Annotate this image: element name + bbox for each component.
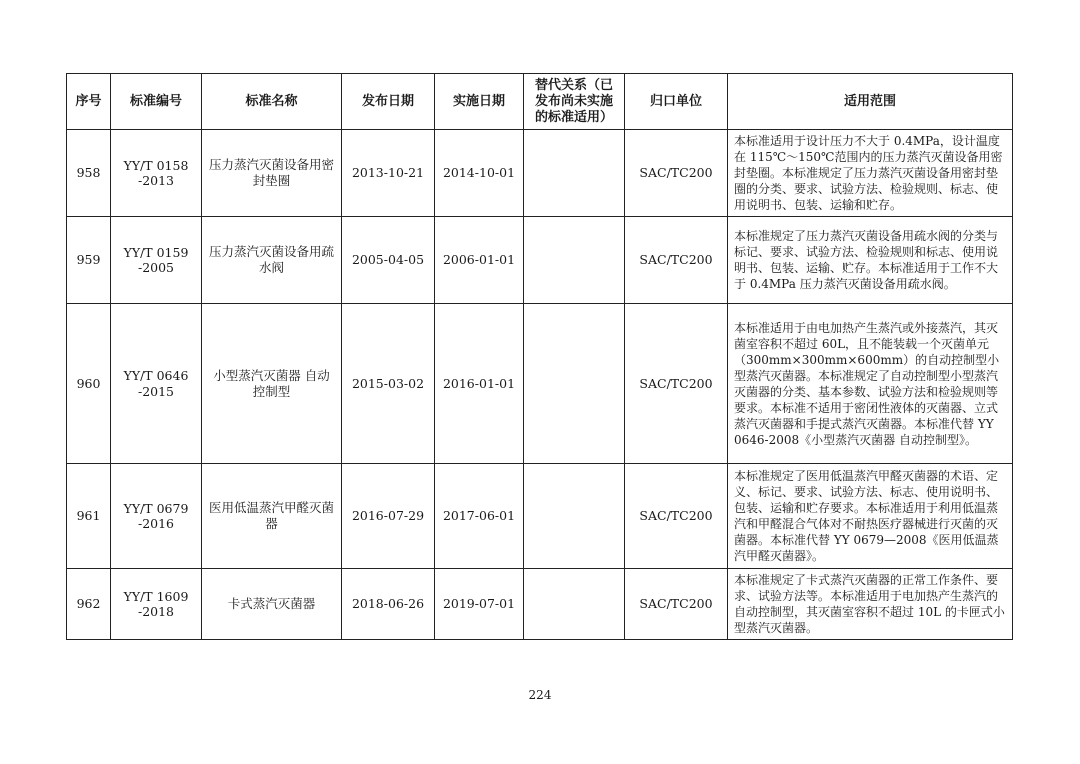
cell-issue-date: 2018-06-26 bbox=[342, 569, 435, 640]
cell-unit: SAC/TC200 bbox=[625, 130, 728, 217]
header-no: 序号 bbox=[67, 74, 111, 130]
cell-name: 卡式蒸汽灭菌器 bbox=[202, 569, 342, 640]
cell-code: YY/T 0159 -2005 bbox=[111, 217, 202, 304]
header-code: 标准编号 bbox=[111, 74, 202, 130]
cell-no: 959 bbox=[67, 217, 111, 304]
cell-effective-date: 2019-07-01 bbox=[435, 569, 524, 640]
cell-code: YY/T 1609 -2018 bbox=[111, 569, 202, 640]
cell-name: 压力蒸汽灭菌设备用疏 水阀 bbox=[202, 217, 342, 304]
cell-no: 961 bbox=[67, 464, 111, 569]
cell-code: YY/T 0158 -2013 bbox=[111, 130, 202, 217]
cell-unit: SAC/TC200 bbox=[625, 569, 728, 640]
cell-issue-date: 2005-04-05 bbox=[342, 217, 435, 304]
cell-issue-date: 2013-10-21 bbox=[342, 130, 435, 217]
header-unit: 归口单位 bbox=[625, 74, 728, 130]
cell-scope: 本标准适用于由电加热产生蒸汽或外接蒸汽，其灭菌室容积不超过 60L，且不能装载一个灭菌单元（300mm×300mm×600mm）的自动控制型小型蒸汽灭菌器。本标准规定了自动控制型小型蒸汽灭菌器的分类、基本参数、试验方法和检验规则等要求。本标准不适用于密闭性液体的灭菌器、立式蒸汽灭菌器和手提式蒸汽灭菌器。本标准代替 YY 0646-2008《小型蒸汽灭菌器 自动控制型》。 bbox=[728, 304, 1013, 464]
cell-scope: 本标准规定了卡式蒸汽灭菌器的正常工作条件、要求、试验方法等。本标准适用于电加热产生蒸汽的自动控制型，其灭菌室容积不超过 10L 的卡匣式小型蒸汽灭菌器。 bbox=[728, 569, 1013, 640]
cell-unit: SAC/TC200 bbox=[625, 217, 728, 304]
table-row bbox=[67, 569, 1013, 640]
cell-effective-date: 2014-10-01 bbox=[435, 130, 524, 217]
cell-code: YY/T 0679 -2016 bbox=[111, 464, 202, 569]
header-name: 标准名称 bbox=[202, 74, 342, 130]
cell-unit: SAC/TC200 bbox=[625, 304, 728, 464]
cell-effective-date: 2006-01-01 bbox=[435, 217, 524, 304]
cell-name: 压力蒸汽灭菌设备用密 封垫圈 bbox=[202, 130, 342, 217]
cell-scope: 本标准适用于设计压力不大于 0.4MPa，设计温度在 115℃～150℃范围内的压力蒸汽灭菌设备用密封垫圈。本标准规定了压力蒸汽灭菌设备用密封垫圈的分类、要求、试验方法、检验规则、标志、使用说明书、包装、运输和贮存。 bbox=[728, 130, 1013, 217]
header-effective-date: 实施日期 bbox=[435, 74, 524, 130]
header-issue-date: 发布日期 bbox=[342, 74, 435, 130]
cell-code: YY/T 0646 -2015 bbox=[111, 304, 202, 464]
cell-no: 960 bbox=[67, 304, 111, 464]
cell-no: 958 bbox=[67, 130, 111, 217]
cell-scope: 本标准规定了医用低温蒸汽甲醛灭菌器的术语、定义、标记、要求、试验方法、标志、使用说明书、包装、运输和贮存要求。本标准适用于利用低温蒸汽和甲醛混合气体对不耐热医疗器械进行灭菌的灭菌器。本标准代替 YY 0679—2008《医用低温蒸汽甲醛灭菌器》。 bbox=[728, 464, 1013, 569]
cell-issue-date: 2015-03-02 bbox=[342, 304, 435, 464]
cell-effective-date: 2017-06-01 bbox=[435, 464, 524, 569]
cell-name: 医用低温蒸汽甲醛灭菌 器 bbox=[202, 464, 342, 569]
cell-name: 小型蒸汽灭菌器 自动 控制型 bbox=[202, 304, 342, 464]
table-row bbox=[67, 217, 1013, 304]
table-row bbox=[67, 304, 1013, 464]
standards-table bbox=[66, 73, 1013, 640]
cell-replacement bbox=[524, 569, 625, 640]
header-replacement: 替代关系（已 发布尚未实施 的标准适用） bbox=[524, 74, 625, 130]
cell-replacement bbox=[524, 464, 625, 569]
cell-replacement bbox=[524, 304, 625, 464]
cell-no: 962 bbox=[67, 569, 111, 640]
cell-replacement bbox=[524, 130, 625, 217]
header-scope: 适用范围 bbox=[728, 74, 1013, 130]
table-row bbox=[67, 130, 1013, 217]
cell-scope: 本标准规定了压力蒸汽灭菌设备用疏水阀的分类与标记、要求、试验方法、检验规则和标志、使用说明书、包装、运输、贮存。本标准适用于工作不大于 0.4MPa 压力蒸汽灭菌设备用疏水阀。 bbox=[728, 217, 1013, 304]
table-header-row bbox=[67, 74, 1013, 130]
cell-replacement bbox=[524, 217, 625, 304]
cell-unit: SAC/TC200 bbox=[625, 464, 728, 569]
table-row bbox=[67, 464, 1013, 569]
page-number: 224 bbox=[528, 688, 552, 702]
cell-effective-date: 2016-01-01 bbox=[435, 304, 524, 464]
cell-issue-date: 2016-07-29 bbox=[342, 464, 435, 569]
